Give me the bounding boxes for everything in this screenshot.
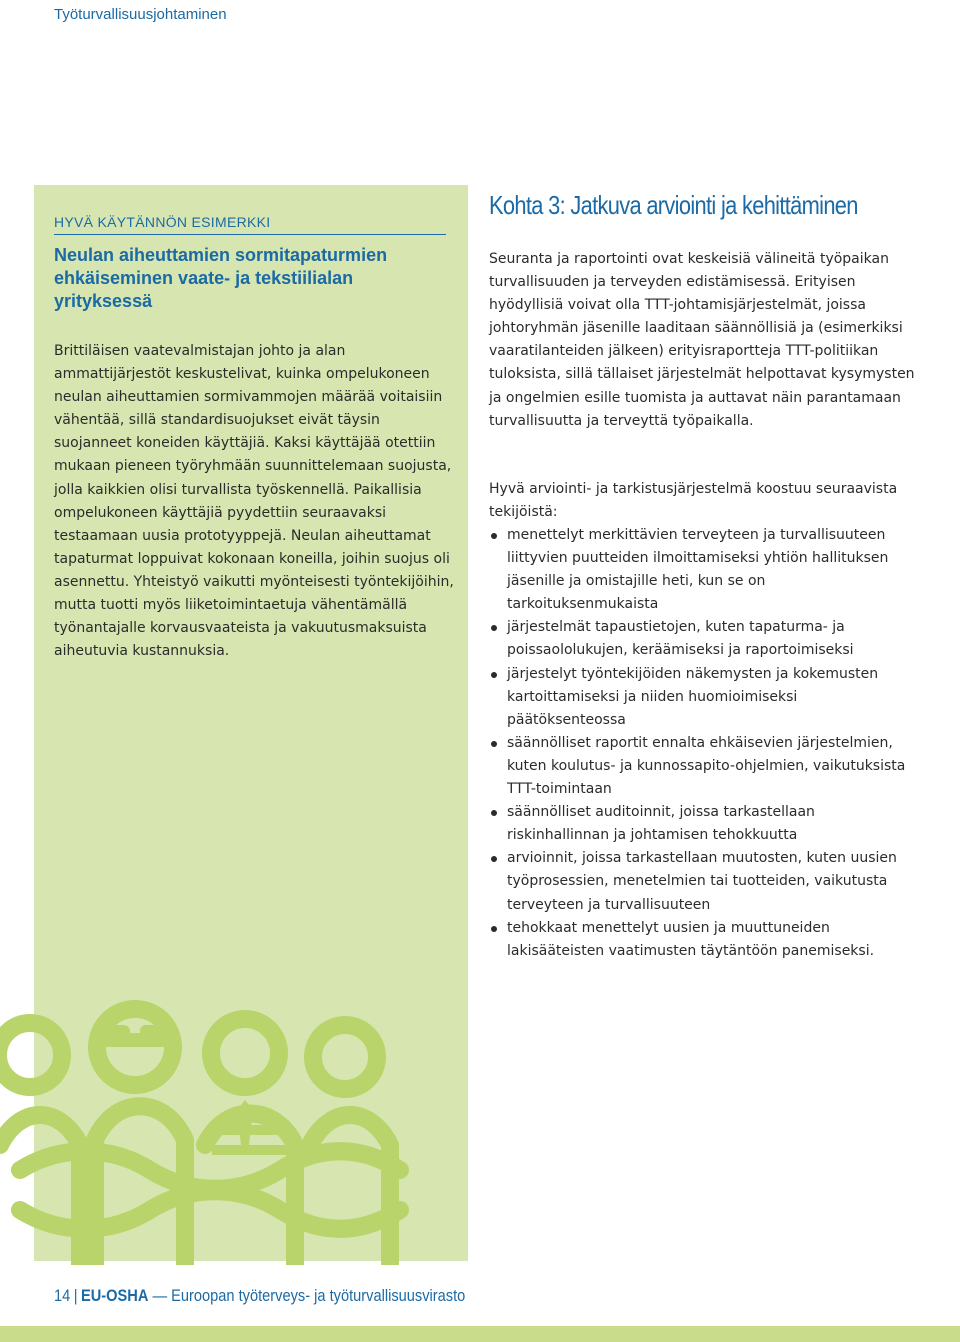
bullet-icon (491, 810, 497, 816)
list-item-text: säännölliset auditoinnit, joissa tarkastellaan riskinhallinnan ja johtamisen tehokkuutta (507, 804, 815, 844)
bullet-icon (491, 926, 497, 932)
list-item-text: säännölliset raportit ennalta ehkäisevien järjestelmien, kuten koulutus- ja kunnossapito-ohjelmien, vaikutuksista TTT-toimintaan (507, 734, 906, 798)
list-item (489, 847, 919, 916)
footer-separator: | (73, 1286, 78, 1305)
page-footer (54, 1286, 465, 1306)
list-item (489, 732, 919, 801)
list-item (489, 801, 919, 847)
figure-head-far-right (313, 1025, 377, 1089)
criteria-list (489, 524, 919, 963)
section-intro-list-lead: Hyvä arviointi- ja tarkistusjärjestelmä koostuu seuraavista tekijöistä: (489, 481, 898, 521)
example-box-body: Brittiläisen vaatevalmistajan johto ja alan ammattijärjestöt keskustelivat, kuinka ompelukoneen neulan aiheuttamien sormivammojen määrää voitaisiin vähentää, sillä standardisuojukset eivät täysin suojanneet koneiden käyttäjiä. Kaksi käyttäjää otettiin mukaan pieneen työryhmään suunnittelemaan suojusta, jolla kaikkien olisi turvallista työskennellä. Paikallisia ompelukoneen käyttäjiä pyydettiin seuraavaksi testaamaan uusia prototyyppejä. Neulan aiheuttamat tapaturmat loppuivat kokonaan koneilla, joihin suojus oli asennettu. Yhteistyö vaikutti myönteisesti työntekijöihin, mutta tuotti myös liiketoimintaetuja vähentämällä työnantajalle korvausvaateista ja vakuutusmaksuista aiheutuvia kustannuksia. (54, 343, 454, 660)
bullet-icon (491, 533, 497, 539)
bullet-icon (491, 741, 497, 747)
example-box-divider (54, 234, 446, 235)
workers-illustration (0, 995, 480, 1265)
figure-head-right (211, 1019, 279, 1087)
example-box-heading: Neulan aiheuttamien sormitapaturmien ehkäiseminen vaate- ja tekstiilialan yrityksessä (54, 245, 388, 311)
goggles-icon (100, 1025, 170, 1047)
list-item-text: järjestelmät tapaustietojen, kuten tapaturma- ja poissaololukujen, keräämiseksi ja raportoimiseksi (507, 619, 854, 659)
page-number: 14 (54, 1286, 71, 1305)
bullet-icon (491, 625, 497, 631)
list-item-text: menettelyt merkittävien terveyteen ja turvallisuuteen liittyvien puutteiden ilmoittamiseksi yhtiön hallituksen jäsenille ja omistajille heti, kun se on tarkoituksenmukaista (507, 527, 889, 613)
figure-body-far-right (310, 1115, 390, 1265)
footer-agency: Euroopan työterveys- ja työturvallisuusvirasto (171, 1286, 466, 1305)
vest-stripes (212, 1125, 292, 1155)
list-item (489, 663, 919, 732)
running-header: Työturvallisuusjohtaminen (54, 6, 227, 23)
list-item-text: arvioinnit, joissa tarkastellaan muutosten, kuten uusien työprosessien, menetelmien tai tuotteiden, vaikutusta terveyteen ja turvallisuuteen (507, 850, 897, 913)
footer-org: EU-OSHA (80, 1286, 149, 1305)
section-intro: Seuranta ja raportointi ovat keskeisiä välineitä työpaikan turvallisuuden ja terveyden edistämisessä. Erityisen hyödyllisiä voivat olla TTT-johtamisjärjestelmät, joissa johtoryhmän jäsenille laaditaan säännöllisiä ja (esimerkiksi vaaratilanteiden jälkeen) erityisraportteja TTT-politiikan tuloksista, sillä tällaiset järjestelmät helpottavat kysymysten ja ongelmien esille tuomista ja auttavat näin parantamaan turvallisuutta ja terveyttä työpaikalla. (489, 251, 915, 429)
figure-body-left (0, 1115, 80, 1265)
list-item (489, 616, 919, 662)
section-title: Kohta 3: Jatkuva arviointi ja kehittäminen (489, 190, 858, 220)
list-item (489, 524, 919, 616)
list-item-text: tehokkaat menettelyt uusien ja muuttuneiden lakisääteisten vaatimusten täytäntöön panemiseksi. (507, 919, 875, 959)
figure-head-left (0, 1023, 62, 1087)
footer-dash: — (152, 1286, 168, 1305)
bullet-icon (491, 856, 497, 862)
list-item (489, 917, 919, 963)
bullet-icon (491, 672, 497, 678)
example-box-label: HYVÄ KÄYTÄNNÖN ESIMERKKI (54, 214, 271, 230)
bottom-color-bar (0, 1326, 960, 1342)
list-item-text: järjestelyt työntekijöiden näkemysten ja kokemusten kartoittamiseksi ja niiden huomioimiseksi päätöksenteossa (507, 665, 879, 728)
